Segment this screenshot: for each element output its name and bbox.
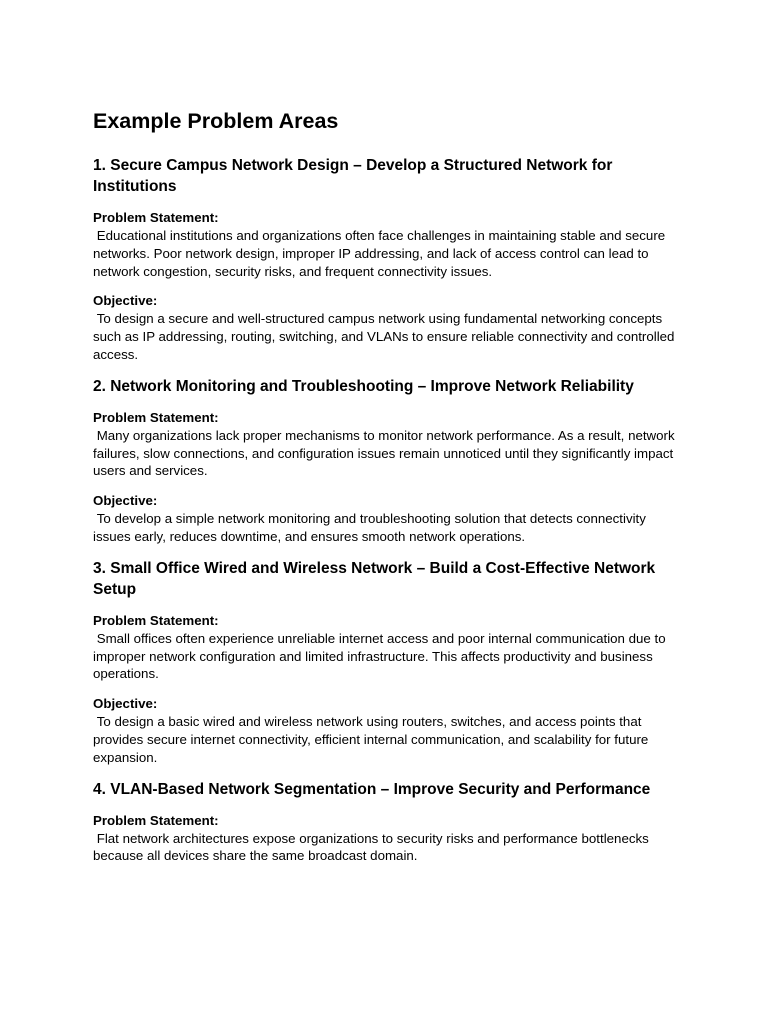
problem-statement-block [93,612,683,683]
objective-block [93,492,683,546]
section-network-monitoring [93,376,683,546]
section-small-office-network [93,558,683,767]
document-page [93,106,683,877]
problem-statement-text: Many organizations lack proper mechanisms to monitor network performance. As a result, network failures, slow connections, and configuration issues remain unnoticed until they significantly impact users and services. [93,427,679,479]
problem-statement-text: Small offices often experience unreliable internet access and poor internal communication due to improper network configuration and limited infrastructure. This affects productivity and business operations. [93,630,670,682]
problem-statement-label: Problem Statement: [93,612,219,628]
section-vlan-segmentation [93,779,683,866]
objective-text: To design a basic wired and wireless network using routers, switches, and access points that provides secure internet connectivity, efficient internal communication, and scalability for future expansion. [93,714,653,765]
objective-block [93,292,683,363]
problem-statement-label: Problem Statement: [93,210,219,225]
problem-statement-text: Educational institutions and organizations often face challenges in maintaining stable and secure networks. Poor network design, improper IP addressing, and lack of access control can lead to network congestion, security risks, and frequent connectivity issues. [93,228,669,279]
objective-block [93,695,683,766]
objective-text: To design a secure and well-structured campus network using fundamental networking concepts such as IP addressing, routing, switching, and VLANs to ensure reliable connectivity and controlled access. [93,311,679,362]
problem-statement-text: Flat network architectures expose organizations to security risks and performance bottlenecks because all devices share the same broadcast domain. [93,830,653,864]
section-heading: 1. Secure Campus Network Design – Develop a Structured Network for Institutions [93,157,613,195]
objective-text: To develop a simple network monitoring and troubleshooting solution that detects connectivity issues early, reduces downtime, and ensures smooth network operations. [93,511,650,544]
objective-label: Objective: [93,696,158,712]
section-secure-campus-network [93,155,683,364]
problem-statement-label: Problem Statement: [93,409,219,425]
problem-statement-block [93,409,683,480]
section-heading: 3. Small Office Wired and Wireless Network – Build a Cost-Effective Network Setup [93,559,656,598]
problem-statement-label: Problem Statement: [93,812,219,828]
problem-statement-block [93,812,683,866]
section-heading: 2. Network Monitoring and Troubleshooting – Improve Network Reliability [93,377,634,395]
page-title: Example Problem Areas [93,109,339,133]
objective-label: Objective: [93,493,158,509]
section-heading: 4. VLAN-Based Network Segmentation – Improve Security and Performance [93,780,651,798]
problem-statement-block [93,209,683,280]
objective-label: Objective: [93,293,158,309]
